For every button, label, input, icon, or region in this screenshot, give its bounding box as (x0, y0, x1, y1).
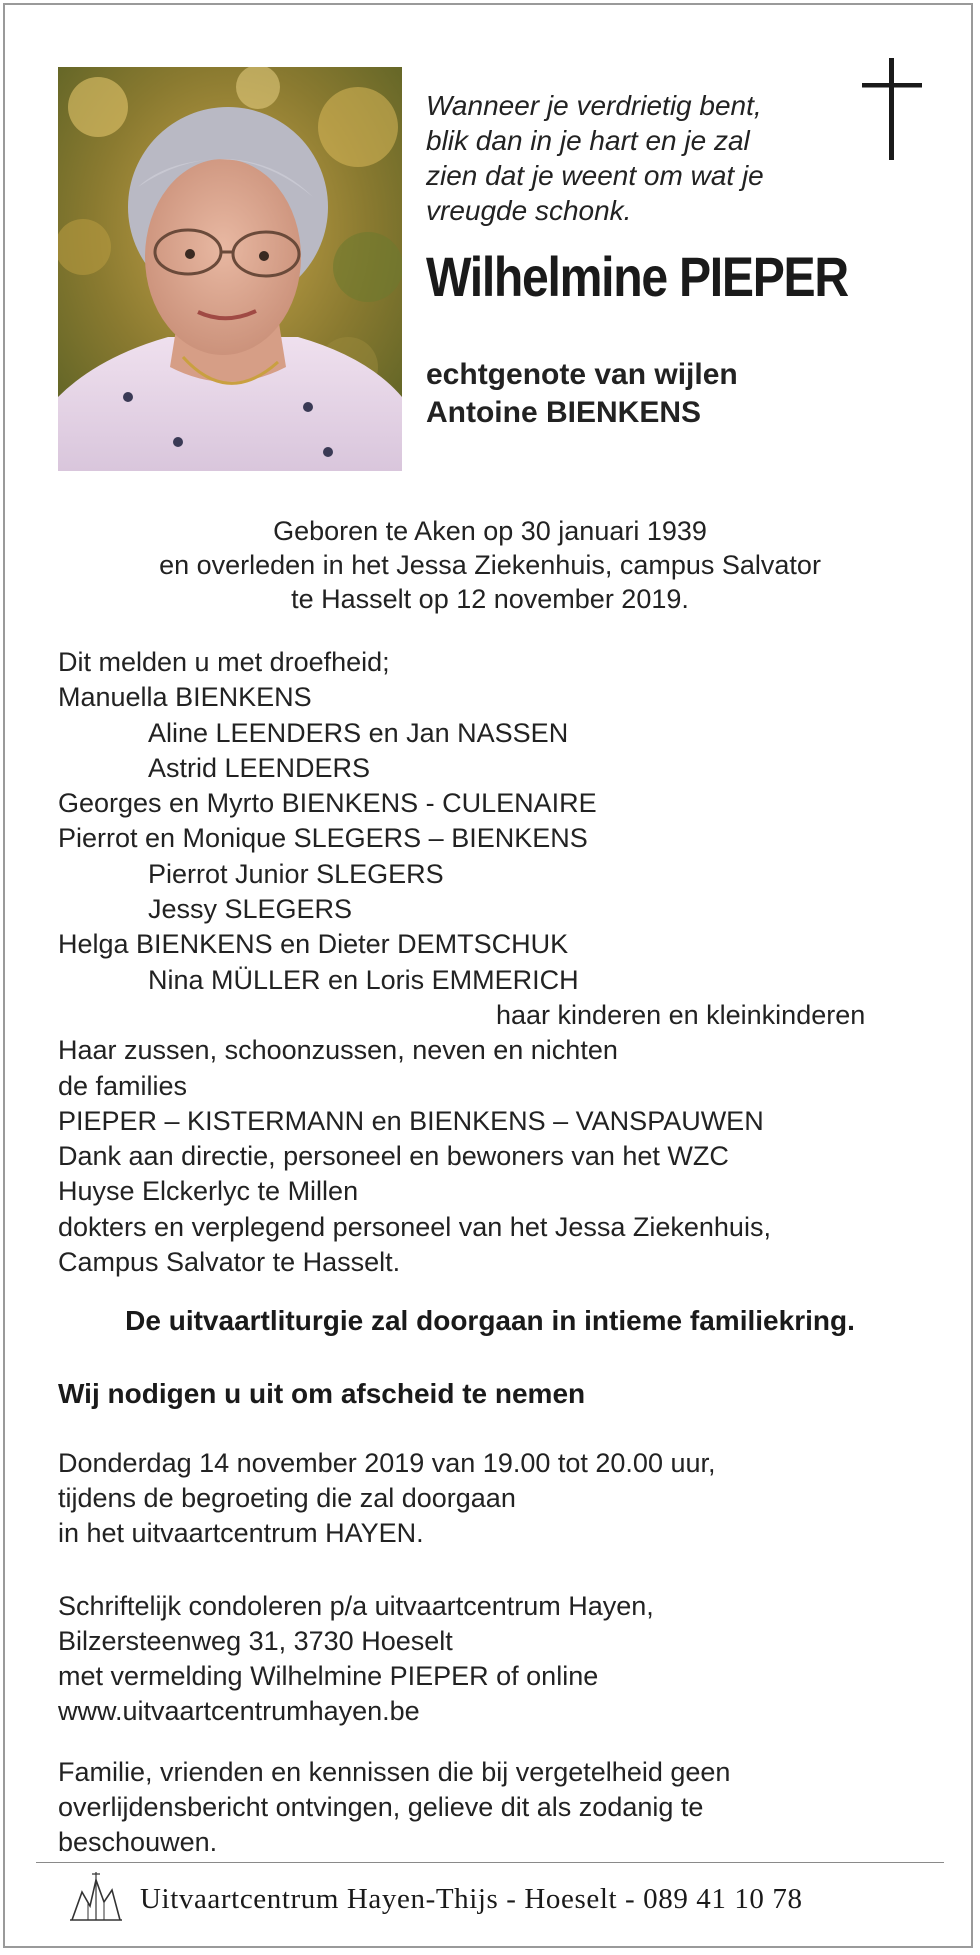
notice-info (58, 1755, 730, 1860)
birth-death-info (0, 514, 980, 616)
visitation-line: tijdens de begroeting die zal doorgaan (58, 1483, 516, 1513)
condolence-line: met vermelding Wilhelmine PIEPER of online (58, 1661, 599, 1691)
ceremony-notice: De uitvaartliturgie zal doorgaan in intieme familiekring. (125, 1305, 855, 1336)
poem-line: zien dat je weent om wat je (426, 160, 764, 191)
family-line: Georges en Myrto BIENKENS - CULENAIRE (58, 788, 597, 819)
birth-line: Geboren te Aken op 30 januari 1939 (273, 516, 707, 546)
family-line: dokters en verplegend personeel van het Jessa Ziekenhuis, (58, 1211, 771, 1242)
spouse-info (426, 356, 738, 432)
family-line: de families (58, 1070, 188, 1101)
poem-line: blik dan in je hart en je zal (426, 125, 750, 156)
family-line: Pierrot en Monique SLEGERS – BIENKENS (58, 823, 588, 854)
condolence-line: Bilzersteenweg 31, 3730 Hoeselt (58, 1626, 453, 1656)
family-line: Nina MÜLLER en Loris EMMERICH (148, 964, 579, 995)
memorial-poem (426, 88, 846, 228)
family-intro: Dit melden u met droefheid; (58, 647, 390, 677)
visitation-info (58, 1446, 716, 1551)
condolence-info (58, 1589, 654, 1729)
notice-line: overlijdensbericht ontvingen, gelieve dit als zodanig te (58, 1792, 704, 1822)
funeral-home-contact: Uitvaartcentrum Hayen-Thijs - Hoeselt - 089 41 10 78 (140, 1883, 803, 1915)
family-line: haar kinderen en kleinkinderen (496, 999, 866, 1030)
notice-line: beschouwen. (58, 1827, 218, 1857)
family-line: Haar zussen, schoonzussen, neven en nichten (58, 1035, 618, 1066)
family-line: Campus Salvator te Hasselt. (58, 1247, 401, 1278)
death-line: en overleden in het Jessa Ziekenhuis, campus Salvator (159, 550, 821, 580)
family-line: PIEPER – KISTERMANN en BIENKENS – VANSPAUWEN (58, 1105, 764, 1136)
family-line: Helga BIENKENS en Dieter DEMTSCHUK (58, 929, 569, 960)
family-list (58, 645, 938, 1280)
family-line: Manuella BIENKENS (58, 682, 312, 713)
family-line: Astrid LEENDERS (148, 752, 371, 783)
cross-icon (862, 58, 922, 160)
footer-divider (36, 1862, 944, 1863)
family-line: Aline LEENDERS en Jan NASSEN (148, 717, 569, 748)
death-line: te Hasselt op 12 november 2019. (291, 584, 689, 614)
visitation-line: in het uitvaartcentrum HAYEN. (58, 1518, 424, 1548)
condolence-line: Schriftelijk condoleren p/a uitvaartcentrum Hayen, (58, 1591, 654, 1621)
invite-heading: Wij nodigen u uit om afscheid te nemen (58, 1378, 586, 1409)
family-line: Dank aan directie, personeel en bewoners van het WZC (58, 1141, 729, 1172)
family-line: Jessy SLEGERS (148, 894, 353, 925)
visitation-line: Donderdag 14 november 2019 van 19.00 tot 20.00 uur, (58, 1448, 716, 1478)
family-line: Huyse Elckerlyc te Millen (58, 1176, 359, 1207)
notice-line: Familie, vrienden en kennissen die bij vergetelheid geen (58, 1757, 731, 1787)
poem-line: Wanneer je verdrietig bent, (426, 90, 762, 121)
spouse-line: echtgenote van wijlen (426, 358, 738, 391)
condolence-website[interactable]: www.uitvaartcentrumhayen.be (58, 1696, 420, 1726)
portrait-photo (58, 67, 402, 471)
spouse-line: Antoine BIENKENS (426, 396, 702, 429)
funeral-home-logo-icon (68, 1872, 124, 1922)
family-line: Pierrot Junior SLEGERS (148, 858, 444, 889)
deceased-name: Wilhelmine PIEPER (426, 245, 848, 308)
poem-line: vreugde schonk. (426, 195, 632, 226)
